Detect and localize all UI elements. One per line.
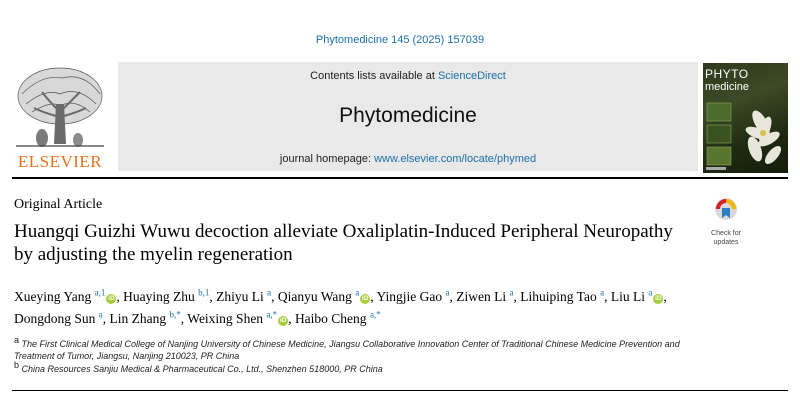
author-name[interactable]: Lin Zhang — [109, 311, 167, 326]
author-name[interactable]: Lihuiping Tao — [520, 289, 597, 304]
affiliation-label: a — [14, 335, 20, 345]
homepage-prefix: journal homepage: — [279, 153, 372, 165]
author-separator: , — [271, 289, 275, 304]
author-affiliation-marker[interactable]: b,1 — [198, 287, 210, 298]
author-affiliation-marker[interactable]: a — [445, 287, 450, 298]
affiliation-b — [14, 360, 704, 375]
author-separator: , — [513, 289, 517, 304]
author-item — [216, 289, 274, 304]
orcid-icon[interactable]: iD — [362, 295, 369, 302]
journal-title: Phytomedicine — [339, 104, 477, 127]
author-item — [611, 289, 667, 304]
author-affiliation-marker[interactable]: a,1 — [94, 287, 106, 298]
author-separator: , — [102, 311, 107, 326]
affiliation-label: b — [14, 360, 20, 370]
author-item — [456, 289, 517, 304]
author-name[interactable]: Qianyu Wang — [277, 289, 352, 304]
check-updates-label-2: updates — [713, 239, 739, 246]
author-affiliation-marker[interactable]: a,* — [369, 309, 381, 320]
author-name[interactable]: Zhiyu Li — [216, 289, 264, 304]
author-separator: , — [209, 289, 213, 304]
author-separator: , — [288, 311, 292, 326]
author-name[interactable]: Yingjie Gao — [376, 289, 443, 304]
author-name[interactable]: Xueying Yang — [14, 289, 92, 304]
orcid-icon[interactable]: iD — [279, 317, 287, 324]
orcid-icon[interactable]: iD — [108, 295, 115, 302]
author-affiliation-marker[interactable]: a — [600, 287, 605, 298]
author-item — [520, 289, 607, 304]
author-item — [14, 311, 106, 326]
homepage-link[interactable]: www.elsevier.com/locate/phymed — [374, 153, 537, 165]
elsevier-wordmark: ELSEVIER — [17, 152, 103, 171]
author-item — [377, 289, 453, 304]
cover-title-line1: PHYTO — [705, 67, 749, 81]
cover-title-line2: medicine — [705, 81, 750, 93]
author-name[interactable]: Haibo Cheng — [294, 311, 367, 326]
author-separator: , — [604, 289, 608, 304]
contents-line — [118, 70, 698, 82]
author-name[interactable]: Ziwen Li — [456, 289, 507, 304]
article-title: Huangqi Guizhi Wuwu decoction alleviate Oxaliplatin-Induced Peripheral Neuropathy by adjusting the myelin regeneration — [14, 221, 673, 265]
author-affiliation-marker[interactable]: a — [648, 287, 653, 298]
author-affiliation-marker[interactable]: a — [509, 287, 514, 298]
author-separator: , — [116, 289, 120, 304]
author-affiliation-marker[interactable]: a — [355, 287, 360, 298]
author-affiliation-marker[interactable]: a,* — [266, 309, 278, 320]
author-name[interactable]: Liu Li — [610, 289, 645, 304]
contents-prefix: Contents lists available at — [310, 70, 435, 82]
affiliation-a — [14, 335, 704, 362]
bottom-rule — [12, 390, 788, 391]
sciencedirect-link[interactable]: ScienceDirect — [437, 70, 506, 82]
author-item — [14, 289, 120, 304]
author-item — [123, 289, 213, 304]
author-name[interactable]: Weixing Shen — [187, 311, 264, 326]
orcid-icon[interactable]: iD — [655, 295, 662, 302]
check-for-updates-icon — [713, 196, 739, 224]
journal-citation[interactable]: Phytomedicine 145 (2025) 157039 — [315, 34, 485, 46]
author-separator: , — [180, 311, 185, 326]
affiliation-text: China Resources Sanjiu Medical & Pharmaceutical Co., Ltd., Shenzhen 518000, PR China — [21, 364, 383, 374]
check-for-updates-button[interactable] — [706, 196, 746, 244]
author-affiliation-marker[interactable]: b,* — [169, 309, 181, 320]
author-affiliation-marker[interactable]: a — [98, 309, 103, 320]
author-name[interactable]: Huaying Zhu — [123, 289, 195, 304]
check-updates-label-1: Check for — [711, 230, 741, 237]
author-item — [278, 289, 374, 304]
author-item — [295, 311, 381, 326]
affiliation-text: The First Clinical Medical College of Nanjing University of Chinese Medicine, Jiangsu Collaborative Innovation Center of Traditional Chinese Medicine Prevention and Treatment of Tumor, Jiangsu, Nanjing 210023, PR China — [14, 339, 680, 361]
header-rule — [12, 177, 788, 179]
author-affiliation-marker[interactable]: a — [267, 287, 272, 298]
article-type: Original Article — [14, 197, 103, 212]
author-item — [110, 311, 185, 326]
author-separator: , — [663, 289, 667, 304]
author-separator: , — [370, 289, 374, 304]
author-item — [187, 311, 291, 326]
author-name[interactable]: Dongdong Sun — [14, 311, 96, 326]
author-separator: , — [449, 289, 453, 304]
author-list — [14, 286, 704, 330]
homepage-line — [118, 153, 698, 165]
